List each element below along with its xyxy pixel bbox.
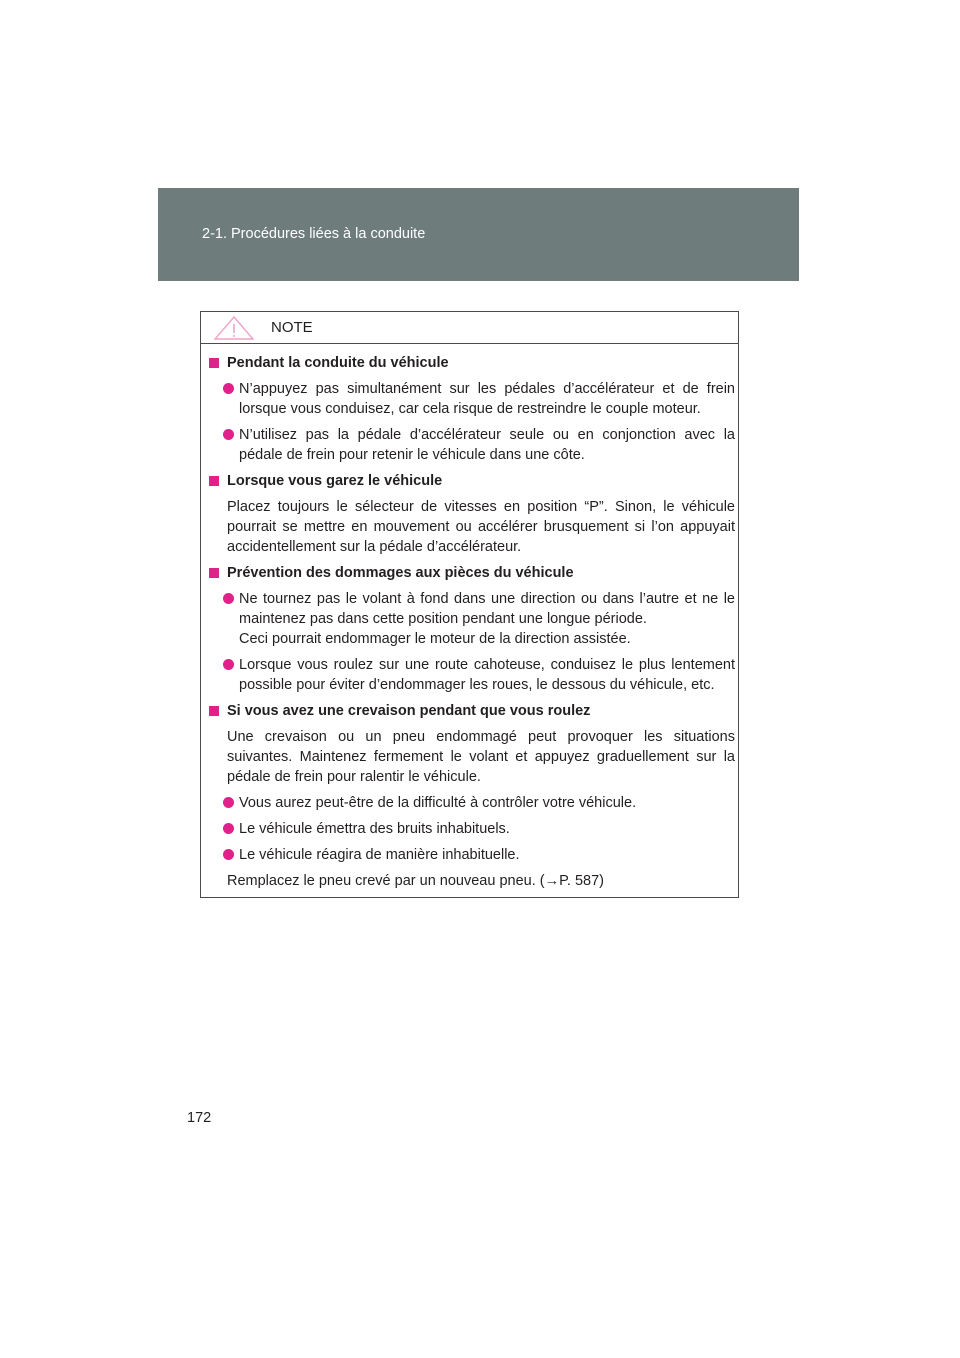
- bullet-item: N’appuyez pas simultanément sur les pédales d’accélérateur et de frein lorsque vous conduisez, car cela risque de restreindre le couple moteur.: [209, 379, 735, 419]
- square-bullet-icon: [209, 476, 219, 486]
- round-bullet-icon: [223, 797, 234, 808]
- section-heading: Lorsque vous garez le véhicule: [209, 471, 735, 491]
- round-bullet-icon: [223, 659, 234, 670]
- round-bullet-icon: [223, 593, 234, 604]
- section-heading: Prévention des dommages aux pièces du véhicule: [209, 563, 735, 583]
- bullet-item: Le véhicule émettra des bruits inhabituels.: [209, 819, 735, 839]
- round-bullet-icon: [223, 429, 234, 440]
- square-bullet-icon: [209, 358, 219, 368]
- page-reference: Remplacez le pneu crevé par un nouveau pneu. (→P. 587): [227, 873, 604, 889]
- section-heading: Si vous avez une crevaison pendant que vous roulez: [209, 701, 735, 721]
- paragraph: Une crevaison ou un pneu endommagé peut provoquer les situations suivantes. Maintenez fermement le volant et appuyez graduellement sur la pédale de frein pour ralentir le véhicule.: [227, 729, 735, 785]
- note-header: [201, 312, 738, 344]
- bullet-item: Le véhicule réagira de manière inhabituelle.: [209, 845, 735, 865]
- section-header-bar: [158, 188, 799, 281]
- note-content: [209, 353, 735, 897]
- round-bullet-icon: [223, 823, 234, 834]
- section-heading: Pendant la conduite du véhicule: [209, 353, 735, 373]
- bullet-item: Lorsque vous roulez sur une route cahoteuse, conduisez le plus lentement possible pour éviter d’endommager les roues, le dessous du véhicule, etc.: [209, 655, 735, 695]
- round-bullet-icon: [223, 849, 234, 860]
- square-bullet-icon: [209, 706, 219, 716]
- bullet-item: Vous aurez peut-être de la difficulté à contrôler votre véhicule.: [209, 793, 735, 813]
- round-bullet-icon: [223, 383, 234, 394]
- note-box: [200, 311, 739, 898]
- section-title: 2-1. Procédures liées à la conduite: [202, 226, 426, 242]
- paragraph: Placez toujours le sélecteur de vitesses en position “P”. Sinon, le véhicule pourrait se mettre en mouvement ou accélérer brusquement si l’on appuyait accidentellement sur la pédale d’accélérateur.: [227, 499, 735, 555]
- note-label: NOTE: [271, 319, 313, 336]
- bullet-item: Ne tournez pas le volant à fond dans une direction ou dans l’autre et ne le maintenez pas dans cette position pendant une longue période. Ceci pourrait endommager le moteur de la direction assistée.: [209, 589, 735, 649]
- square-bullet-icon: [209, 568, 219, 578]
- page-number: 172: [187, 1110, 212, 1126]
- bullet-item: N’utilisez pas la pédale d’accélérateur seule ou en conjonction avec la pédale de frein pour retenir le véhicule dans une côte.: [209, 425, 735, 465]
- warning-triangle-icon: [214, 316, 254, 340]
